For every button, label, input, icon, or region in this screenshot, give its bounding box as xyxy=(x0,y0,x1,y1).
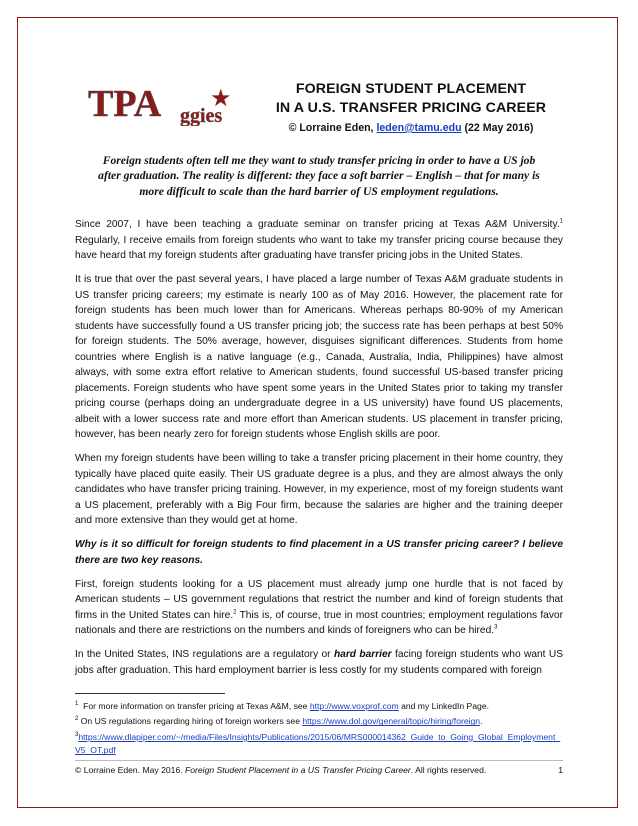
tpaggies-logo xyxy=(86,80,246,126)
footnote-3: $^3$https://www.dlapiper.com/~/media/Files/Insights/Publications/2015/06/MRS000014362_Guide_to_Going_Global_Employment_V5_OT.pdf xyxy=(75,731,561,756)
document-body xyxy=(75,217,563,687)
page-number: 1 xyxy=(558,765,563,775)
footnote-divider xyxy=(75,693,225,694)
footer-divider xyxy=(75,760,563,761)
dlapiper-link[interactable]: https://www.dlapiper.com/~/media/Files/Insights/Publications/2015/06/MRS000014362_Guide_to_Going_Global_Employment_V5_OT.pdf xyxy=(75,731,561,756)
intro-summary: Foreign students often tell me they want to study transfer pricing in order to have a US job after graduation. The reality is different: they face a soft barrier – English – that for many is more difficult to scale than the hard barrier of US employment regulations. xyxy=(98,154,540,198)
title-line-1: FOREIGN STUDENT PLACEMENT xyxy=(295,81,527,97)
footnotes xyxy=(75,698,565,758)
footnote-ref-2[interactable]: 2 xyxy=(233,609,237,616)
footnote-ref-3[interactable]: 3 xyxy=(494,624,498,631)
footer-prefix: © Lorraine Eden. May 2016. xyxy=(75,765,185,775)
author-email-link[interactable]: leden@tamu.edu xyxy=(376,122,462,134)
author-date: (22 May 2016) xyxy=(461,122,534,134)
paragraph-1: Since 2007, I have been teaching a graduate seminar on transfer pricing at Texas A&M University.$^1$ Regularly, I receive emails from foreign students who want to take my transfer pricing course because they have heard that my foreign students after graduating have transfer pricing jobs in the United States. xyxy=(75,218,563,261)
footer-title: Foreign Student Placement in a US Transfer Pricing Career xyxy=(185,765,411,775)
title-line-2: IN A U.S. TRANSFER PRICING CAREER xyxy=(275,100,547,116)
hard-barrier-emphasis: hard barrier xyxy=(333,649,392,660)
author-line xyxy=(256,120,566,137)
logo-sub-text: ggies xyxy=(180,105,223,126)
paragraph-4: First, foreign students looking for a US placement must already jump one hurdle that is not faced by American students – US government regulations that restrict the number and kind of foreign students that firms in the United States can hire.$^2$ This is, of course, true in most countries; employment regulations favor nationals and there are restrictions on the numbers and kinds of foreigners who can be hired.$^3$ xyxy=(75,578,563,636)
paragraph-5: In the United States, INS regulations are a regulatory or hard barrier facing foreign students who want US jobs after graduation. This hard employment barrier is less costly for my students compared with foreign xyxy=(75,649,563,676)
paragraph-3: When my foreign students have been willing to take a transfer pricing placement in their home country, they typically have placed quite easily. Their US graduate degree is a plus, and they are almost always the only candidates who have transfer pricing training. However, in my experience, most of my foreign students want a US placement, preferably with a Big Four firm, because the salaries are higher and the training deeper and more extensive than they would get at home. xyxy=(75,453,563,526)
logo-main-text: TPA xyxy=(88,83,162,125)
footnote-1: $^1$ For more information on transfer pricing at Texas A&M, see http://www.voxprof.com and my LinkedIn Page. xyxy=(75,700,489,711)
page-footer xyxy=(75,764,563,776)
star-icon: ★ xyxy=(210,84,232,112)
document-header xyxy=(256,80,566,137)
voxprof-link[interactable]: http://www.voxprof.com xyxy=(309,700,399,711)
paragraph-2: It is true that over the past several years, I have placed a large number of Texas A&M graduate students in US transfer pricing careers; my estimate is nearly 100 as of May 2016. However, the placement rate for foreign students has been much lower than for Americans. Whereas perhaps 80-90% of my American students have successfully found a US transfer pricing job; the success rate has been perhaps at best 50% for foreign students. The 50% average, however, disguises significant differences. Students from home countries where English is a native language (e.g., Canada, Australia, India, Philippines) have almost always, with some extra effort relative to American students, found successful US-based transfer pricing placements. Foreign students who have spent some years in the United States prior to taking my transfer pricing course (perhaps doing an undergraduate degree in a US university) have found US placements, albeit with a lower success rate and more effort than American students. US placement in transfer pricing, however, has been nearly zero for foreign students whose English skills are poor. xyxy=(75,274,563,440)
author-prefix: © Lorraine Eden, xyxy=(288,122,377,134)
footer-suffix: . All rights reserved. xyxy=(410,765,487,775)
footnote-ref-1[interactable]: 1 xyxy=(559,218,563,225)
key-question: Why is it so difficult for foreign students to find placement in a US transfer pricing career? I believe there are two key reasons. xyxy=(75,539,563,566)
footnote-2: $^2$ On US regulations regarding hiring of foreign workers see https://www.dol.gov/general/topic/hiring/foreign. xyxy=(75,716,483,727)
dol-link[interactable]: https://www.dol.gov/general/topic/hiring/foreign xyxy=(302,716,481,727)
